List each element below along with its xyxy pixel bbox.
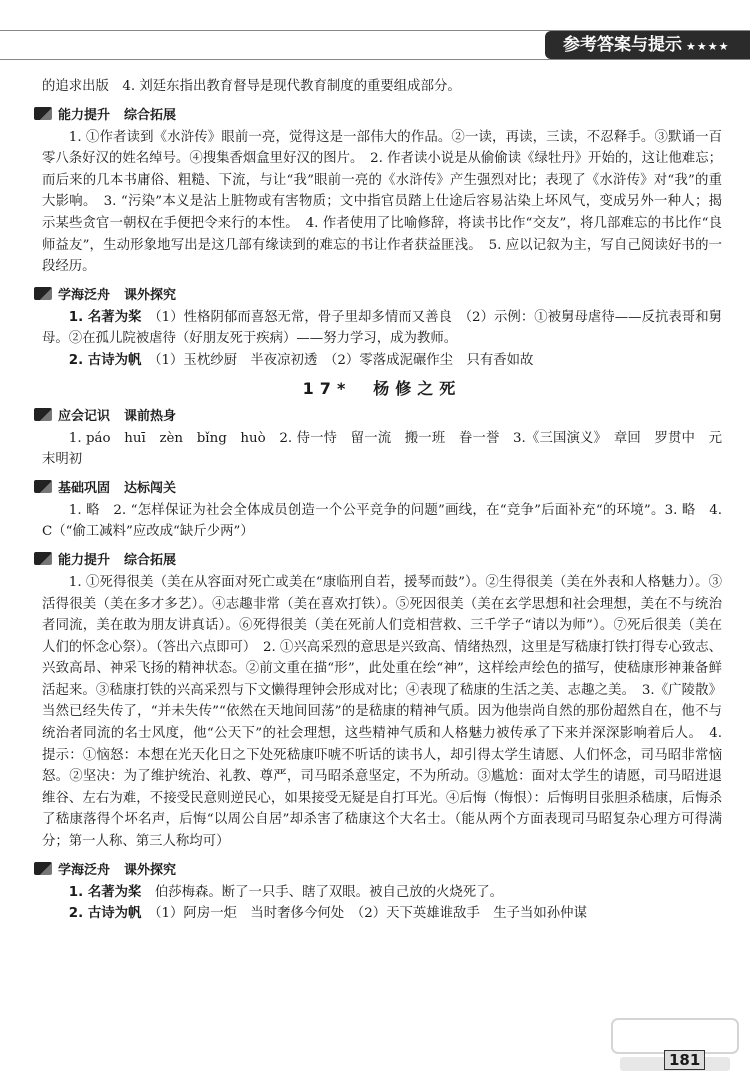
section-heading: 能力提升 综合拓展: [34, 549, 722, 568]
text-line: 的追求出版 4. 刘廷东指出教育督导是现代教育制度的重要组成部分。: [42, 79, 461, 94]
answer-paragraph: 2. 古诗为帆 （1）玉枕纱厨 半夜凉初透 （2）零落成泥碾作尘 只有香如故: [68, 352, 534, 368]
answer-paragraph: 1. ①死得很美（美在从容面对死亡或美在“康临刑自若，援琴而鼓”）。②生得很美（美在外表和人格魅力）。③活得很美（美在多才多艺）。④志趣非常（美在喜欢打铁）。⑤死因很美（美在玄学思想和社会理想，美在不与统治者同流，美在敢为朋友讲真话）。⑥死得很美（美在死前人们竞相营救、三千学子“请以为师”）。⑦死后很美（美在人们的怀念心祭）。（答出六点即可） 2. ①兴高采烈的意思是兴致高、情绪热烈，这里是写嵇康打铁打得专心致志、兴致高昂、神采飞扬的精神状态。②前文重在描“形”，此处重在绘“神”，这样绘声绘色的描写，使嵇康形神兼备鲜活起来。③嵇康打铁的兴高采烈与下文懒得理钟会形成对比；④表现了嵇康的生活之美、志趣之美。 3.《广陵散》当然已经失传了，“并未失传”“依然在天地间回荡”的是嵇康的精神气质。因为他崇尚自然的那份超然自在，他不与统治者同流的名士风度，他“公天下”的社会理想，这些精神气质和人格魅力被传承了下来并深深影响着后人。 4. 提示：①恼怒：本想在光天化日之下处死嵇康吓唬不听话的读书人，却引得太学生请愿、人们怀念，司马昭非常恼怒。②坚决：为了维护统治、礼教、尊严，司马昭杀意坚定，不为所动。③尴尬：面对太学生的请愿，司马昭进退维谷、左右为难，不接受民意则逆民心，如果接受无疑是自打耳光。④后悔（悔恨）：后悔明目张胆杀嵇康，后悔杀了嵇康落得个坏名声，后悔“以周公自居”却杀害了嵇康这个大名士。（能从两个方面表现司马昭复杂心理方可得满分；第一人称、第三人称均可）: [42, 574, 722, 850]
section-heading: 应会记识 课前热身: [34, 405, 722, 424]
section-marker-icon: [34, 862, 52, 875]
answer-paragraph: 1. 名著为桨 伯莎梅森。断了一只手、瞎了双眼。被自己放的火烧死了。: [68, 884, 503, 900]
answer-paragraph: 1. ①作者读到《水浒传》眼前一亮，觉得这是一部伟大的作品。②一读，再读，三读，不忍释手。③默诵一百零八条好汉的姓名绰号。④搜集香烟盒里好汉的图片。 2. 作者读小说是从偷偷读《绿牡丹》开始的，这让他难忘；而后来的几本书庸俗、粗糙、下流，与让“我”眼前一亮的《水浒传》产生强烈对比；表现了《水浒传》对“我”的重大影响。 3. “污染”本义是沾上脏物或有害物质；文中指官员踏上仕途后容易沾染上坏风气，变成另外一种人；揭示某些贪官一朝权在手便把令来行的本性。 4. 作者使用了比喻修辞，将读书比作“交友”，将几部难忘的书比作“良师益友”，生动形象地写出是这几部有缘读到的难忘的书让作者获益匪浅。 5. 应以记叙为主，写自己阅读好书的一段经历。: [42, 129, 722, 275]
header-title-tab: [545, 31, 750, 59]
section-heading: 能力提升 综合拓展: [34, 104, 722, 123]
section-heading: 基础巩固 达标闯关: [34, 477, 722, 496]
section-heading: 学海泛舟 课外探究: [34, 284, 722, 303]
page-header: [0, 30, 750, 60]
page-number: 181: [664, 1050, 705, 1070]
section-marker-icon: [34, 408, 52, 421]
answer-paragraph: 1. 名著为桨 （1）性格阴郁而喜怒无常，骨子里却多情而又善良 （2）示例：①被舅母虐待——反抗表哥和舅母。②在孤儿院被虐待（好朋友死于疾病）——努力学习，成为教师。: [42, 309, 722, 347]
lesson-title: 17* 杨修之死: [302, 378, 462, 398]
answer-content: [42, 76, 722, 925]
section-marker-icon: [34, 480, 52, 493]
section-marker-icon: [34, 107, 52, 120]
section-marker-icon: [34, 287, 52, 300]
answer-paragraph: 2. 古诗为帆 （1）阿房一炬 当时奢侈今何处 （2）天下英雄谁敌手 生子当如孙仲谋: [68, 906, 587, 922]
answer-paragraph: 1. páo huī zèn bǐng huò 2. 侍一恃 留一流 搬一班 眷一誉 3.《三国演义》 章回 罗贯中 元末明初: [42, 430, 722, 468]
header-title: 参考答案与提示: [563, 35, 682, 55]
answer-paragraph: 1. 略 2. “怎样保证为社会全体成员创造一个公平竞争的问题”画线，在“竞争”后面补充“的环境”。3. 略 4. C（“偷工减料”应改成“缺斤少两”）: [42, 502, 722, 540]
section-marker-icon: [34, 552, 52, 565]
header-stars: ★★★★: [686, 40, 730, 53]
section-heading: 学海泛舟 课外探究: [34, 859, 722, 878]
